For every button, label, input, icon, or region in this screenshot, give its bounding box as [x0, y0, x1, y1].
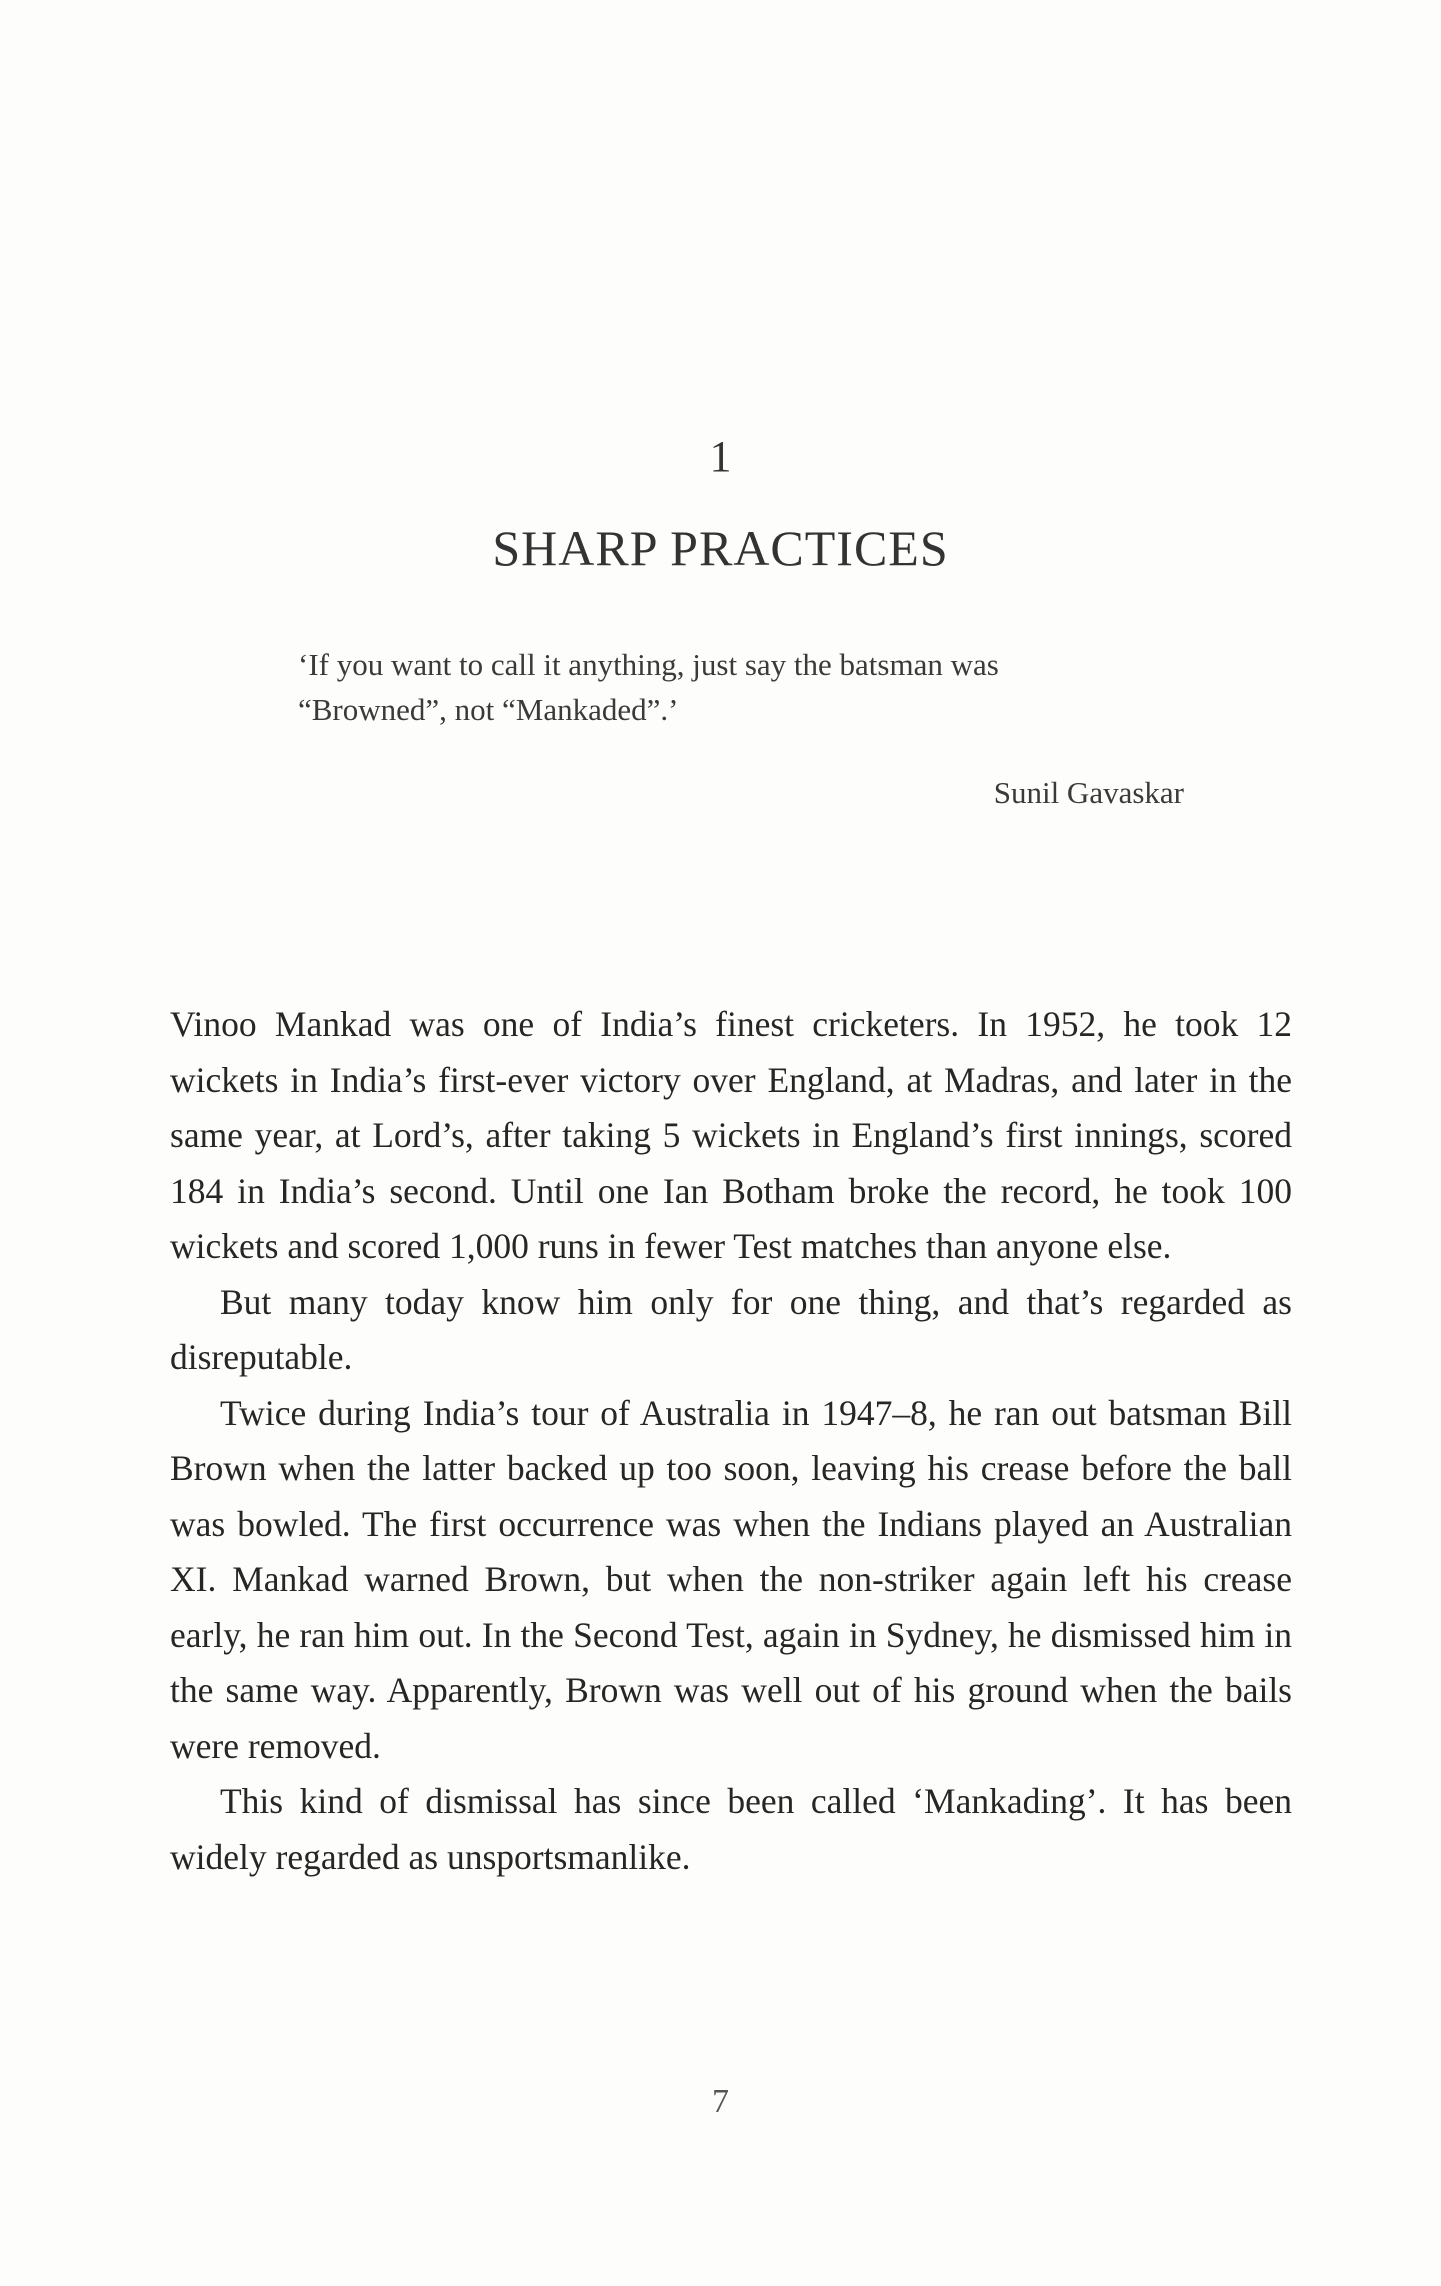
epigraph-author: Sunil Gavaskar — [993, 775, 1184, 810]
chapter-title: SHARP PRACTICES — [492, 520, 949, 576]
epigraph-line: ‘If you want to call it anything, just say the batsman was — [298, 647, 999, 682]
paragraph: This kind of dismissal has since been called ‘Mankading’. It has been widely regarded as unsportsmanlike. — [170, 1781, 1292, 1877]
paragraph: Twice during India’s tour of Australia in 1947–8, he ran out batsman Bill Brown when the latter backed up too soon, leaving his crease before the ball was bowled. The first occurrence was when the Indians played an Australian XI. Mankad warned Brown, but when the non-striker again left his crease early, he ran him out. In the Second Test, again in Sydney, he dismissed him in the same way. Apparently, Brown was well out of his ground when the bails were removed. — [170, 1392, 1292, 1766]
paragraph: But many today know him only for one thing, and that’s regarded as disreputable. — [170, 1281, 1292, 1377]
page-number: 7 — [712, 2083, 729, 2120]
epigraph-quote — [298, 642, 1198, 732]
epigraph-line: “Browned”, not “Mankaded”.’ — [298, 692, 679, 727]
chapter-number: 1 — [709, 432, 732, 481]
body-text — [170, 997, 1292, 1885]
paragraph: Vinoo Mankad was one of India’s finest cricketers. In 1952, he took 12 wickets in India’s first-ever victory over England, at Madras, and later in the same year, at Lord’s, after taking 5 wickets in England’s first innings, scored 184 in India’s second. Until one Ian Botham broke the record, he took 100 wickets and scored 1,000 runs in fewer Test matches than anyone else. — [170, 1004, 1292, 1266]
